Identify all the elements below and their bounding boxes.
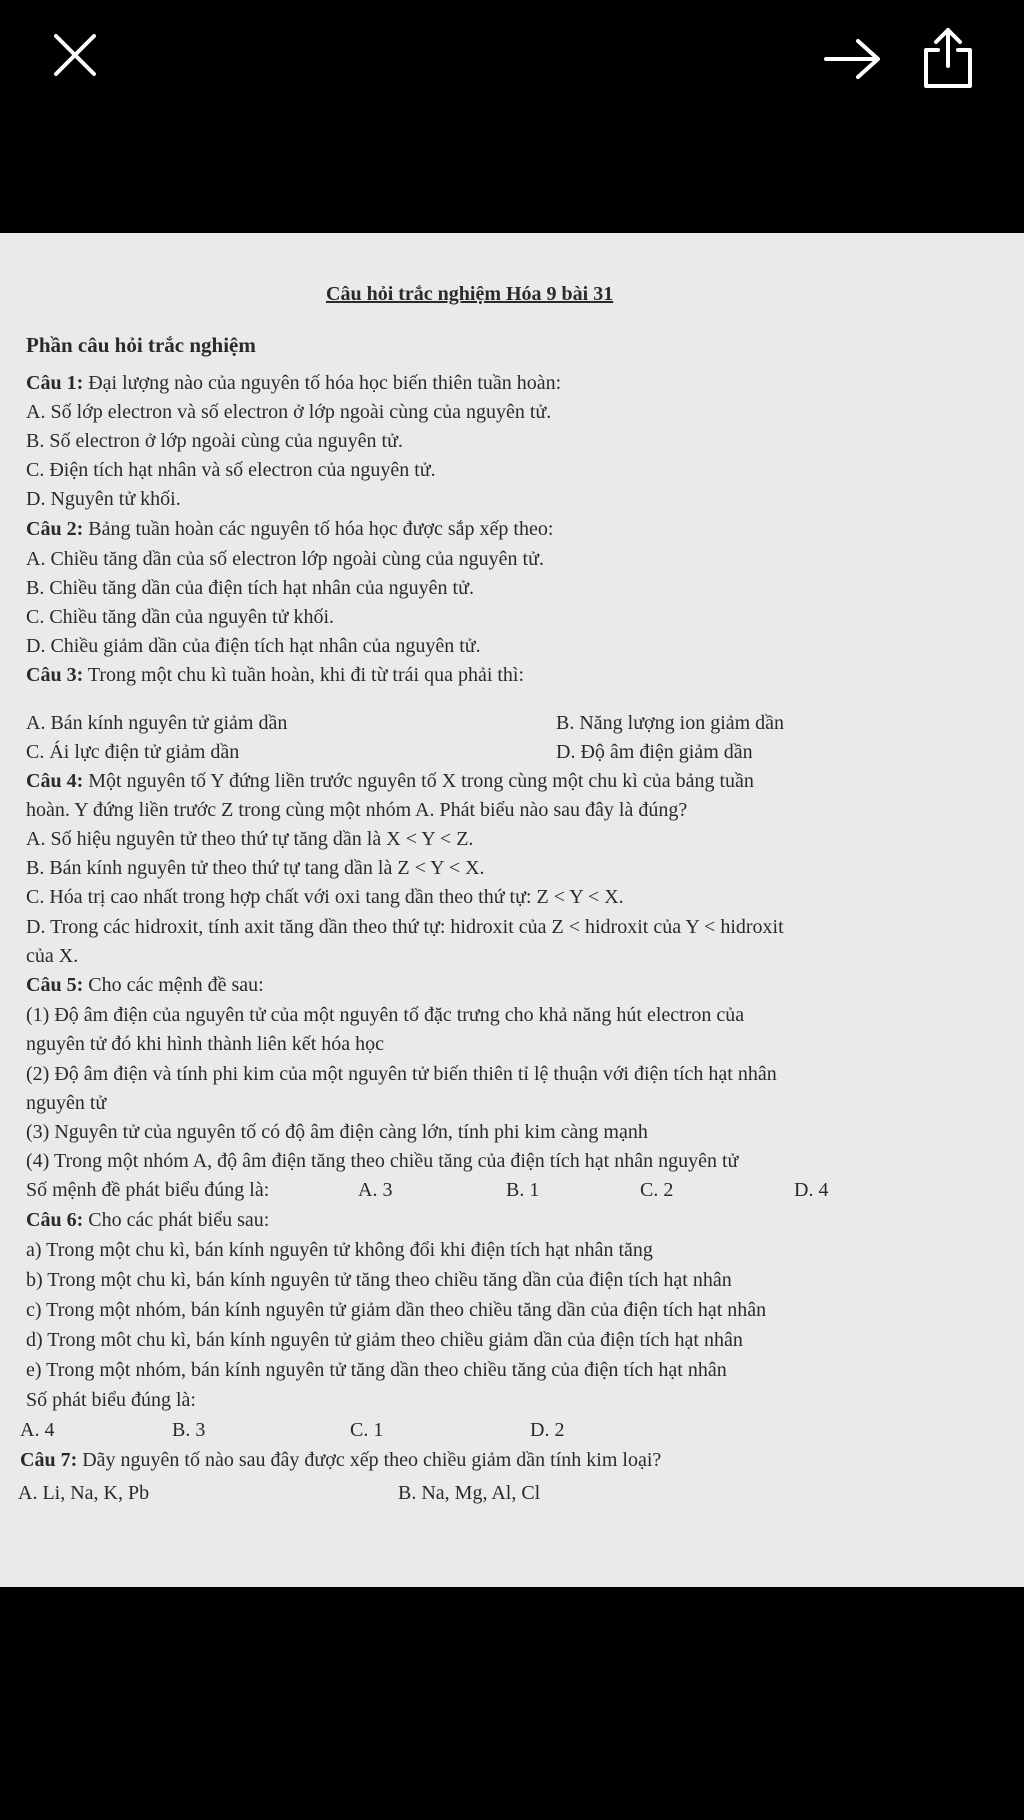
- document-photo: [0, 233, 1024, 1587]
- option-3a: A. Bán kính nguyên tử giảm dần: [26, 712, 288, 734]
- option-7b: B. Na, Mg, Al, Cl: [398, 1482, 541, 1504]
- statement-e: e) Trong một nhóm, bán kính nguyên tử tăng dần theo chiều tăng của điện tích hạt nhân: [26, 1359, 727, 1381]
- option-5d: D. 4: [794, 1179, 829, 1201]
- option-4c: C. Hóa trị cao nhất trong hợp chất với oxi tang dần theo thứ tự: Z < Y < X.: [26, 886, 624, 908]
- share-icon: [922, 26, 974, 90]
- option-3c: C. Ái lực điện tử giảm dần: [26, 741, 240, 763]
- option-2a: A. Chiều tăng dần của số electron lớp ngoài cùng của nguyên tử.: [26, 548, 544, 570]
- option-1b: B. Số electron ở lớp ngoài cùng của nguyên tử.: [26, 430, 403, 452]
- statement-d: d) Trong môt chu kì, bán kính nguyên tử giảm theo chiều giảm dần của điện tích hạt nhân: [26, 1329, 743, 1351]
- question-7: [20, 1448, 661, 1472]
- statement-a: a) Trong một chu kì, bán kính nguyên tử không đổi khi điện tích hạt nhân tăng: [26, 1239, 653, 1261]
- statement-c: c) Trong một nhóm, bán kính nguyên tử giảm dần theo chiều tăng dần của điện tích hạt nhân: [26, 1299, 767, 1321]
- question-label: Câu 6:: [26, 1209, 84, 1231]
- option-6c: C. 1: [350, 1419, 384, 1441]
- option-6a: A. 4: [20, 1419, 55, 1441]
- question-label: Câu 4:: [26, 770, 84, 792]
- question-label: Câu 2:: [26, 518, 84, 540]
- close-button[interactable]: [40, 20, 110, 90]
- option-7a: A. Li, Na, K, Pb: [18, 1482, 150, 1504]
- question-4-continued: hoàn. Y đứng liền trước Z trong cùng một nhóm A. Phát biểu nào sau đây là đúng?: [26, 799, 688, 821]
- question-text: Bảng tuần hoàn các nguyên tố hóa học được sắp xếp theo:: [83, 518, 554, 540]
- option-6d: D. 2: [530, 1419, 565, 1441]
- question-text: Một nguyên tố Y đứng liền trước nguyên tố X trong cùng một chu kì của bảng tuần: [83, 770, 754, 792]
- page-title: Câu hỏi trắc nghiệm Hóa 9 bài 31: [326, 283, 614, 305]
- forward-button[interactable]: [816, 26, 888, 92]
- question-text: Dãy nguyên tố nào sau đây được xếp theo chiều giảm dần tính kim loại?: [77, 1449, 662, 1471]
- question-label: Câu 5:: [26, 974, 84, 996]
- question-text: Trong một chu kì tuần hoàn, khi đi từ trái qua phải thì:: [83, 664, 525, 686]
- statement-2-continued: nguyên tử: [26, 1092, 107, 1114]
- statement-b: b) Trong một chu kì, bán kính nguyên tử tăng theo chiều tăng dần của điện tích hạt nhân: [26, 1269, 732, 1291]
- statement-2: (2) Độ âm điện và tính phi kim của một nguyên tử biến thiên tỉ lệ thuận với điện tích hạt nhân: [26, 1063, 777, 1085]
- option-3b: B. Năng lượng ion giảm dần: [556, 712, 785, 734]
- question-6: [26, 1208, 269, 1232]
- question-label: Câu 1:: [26, 372, 84, 394]
- option-5c: C. 2: [640, 1179, 674, 1201]
- question-text: Cho các mệnh đề sau:: [83, 974, 264, 996]
- option-1d: D. Nguyên tử khối.: [26, 488, 181, 510]
- option-5a: A. 3: [358, 1179, 393, 1201]
- statement-3: (3) Nguyên tử của nguyên tố có độ âm điện càng lớn, tính phi kim càng mạnh: [26, 1121, 648, 1143]
- question-2: [26, 517, 553, 541]
- worksheet: [0, 233, 1024, 1587]
- option-4a: A. Số hiệu nguyên tử theo thứ tự tăng dần là X < Y < Z.: [26, 828, 474, 850]
- question-text: Đại lượng nào của nguyên tố hóa học biến thiên tuần hoàn:: [83, 372, 562, 394]
- statement-1: (1) Độ âm điện của nguyên tử của một nguyên tố đặc trưng cho khả năng hút electron của: [26, 1004, 745, 1026]
- statement-4: (4) Trong một nhóm A, độ âm điện tăng theo chiều tăng của điện tích hạt nhân nguyên tử: [26, 1150, 739, 1172]
- option-2d: D. Chiều giảm dần của điện tích hạt nhân của nguyên tử.: [26, 635, 481, 657]
- arrow-right-icon: [822, 37, 882, 81]
- question-5: [26, 973, 264, 997]
- question-text: Cho các phát biểu sau:: [83, 1209, 270, 1231]
- section-heading: Phần câu hỏi trắc nghiệm: [26, 333, 256, 357]
- question-6-prompt: Số phát biểu đúng là:: [26, 1389, 196, 1411]
- question-1: [26, 371, 561, 395]
- option-5b: B. 1: [506, 1179, 540, 1201]
- option-2c: C. Chiều tăng dần của nguyên tử khối.: [26, 606, 335, 628]
- option-6b: B. 3: [172, 1419, 206, 1441]
- option-4b: B. Bán kính nguyên tử theo thứ tự tang dần là Z < Y < X.: [26, 857, 485, 879]
- option-4d-continued: của X.: [26, 945, 79, 967]
- option-1a: A. Số lớp electron và số electron ở lớp ngoài cùng của nguyên tử.: [26, 401, 552, 423]
- option-3d: D. Độ âm điện giảm dần: [556, 741, 753, 763]
- viewer-toolbar: [0, 0, 1024, 120]
- question-label: Câu 3:: [26, 664, 84, 686]
- option-1c: C. Điện tích hạt nhân và số electron của nguyên tử.: [26, 459, 436, 481]
- close-icon: [50, 30, 100, 80]
- question-4: [26, 769, 754, 793]
- question-label: Câu 7:: [20, 1449, 78, 1471]
- share-button[interactable]: [912, 18, 984, 98]
- statement-1-continued: nguyên tử đó khi hình thành liên kết hóa học: [26, 1033, 384, 1055]
- question-5-prompt: Số mệnh đề phát biểu đúng là:: [26, 1179, 270, 1201]
- option-4d: D. Trong các hidroxit, tính axit tăng dần theo thứ tự: hidroxit của Z < hidroxit của Y < hidroxit: [26, 916, 784, 938]
- question-3: [26, 663, 524, 687]
- option-2b: B. Chiều tăng dần của điện tích hạt nhân của nguyên tử.: [26, 577, 474, 599]
